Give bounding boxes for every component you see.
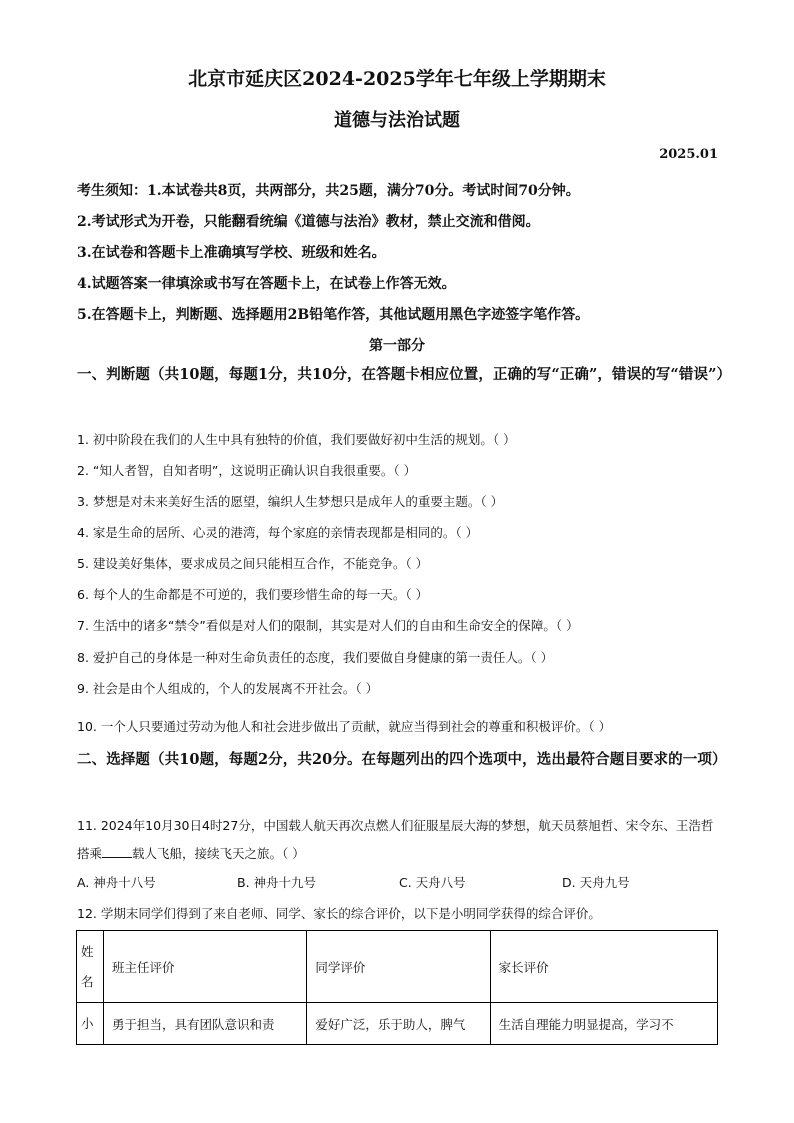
- judge-item-4: 4. 家是生命的居所、心灵的港湾，每个家庭的亲情表现都是相同的。（ ）: [77, 525, 479, 540]
- judge-item-9: 9. 社会是由个人组成的，个人的发展离不开社会。（ ）: [77, 681, 379, 696]
- question-11-stem-after: 载人飞船，接续飞天之旅。（ ）: [132, 846, 305, 861]
- notice-line-1: 考生须知：1.本试卷共8页，共两部分，共25题，满分70分。考试时间70分钟。: [77, 183, 580, 199]
- cell-name: 小: [77, 1003, 104, 1045]
- judge-item-2: 2. “知人者智，自知者明”，这说明正确认识自我很重要。（ ）: [77, 463, 417, 478]
- judge-item-8: 8. 爱护自己的身体是一种对生命负责任的态度，我们要做自身健康的第一责任人。（ ）: [77, 650, 554, 665]
- exam-date: 2025.01: [659, 147, 718, 162]
- section2-heading: 二、选择题（共10题，每题2分，共20分。在每题列出的四个选项中，选出最符合题目要求的一项）: [77, 751, 727, 768]
- evaluation-table: [76, 930, 718, 1045]
- judge-item-7: 7. 生活中的诸多“禁令”看似是对人们的限制，其实是对人们的自由和生命安全的保障。（ ）: [77, 618, 579, 633]
- judge-item-5: 5. 建设美好集体，要求成员之间只能相互合作，不能竞争。（ ）: [77, 556, 429, 571]
- judge-item-6: 6. 每个人的生命都是不可逆的，我们要珍惜生命的每一天。（ ）: [77, 587, 429, 602]
- part-label: 第一部分: [369, 338, 425, 354]
- notice-line-3: 3.在试卷和答题卡上准确填写学校、班级和姓名。: [77, 245, 386, 261]
- section1-heading: 一、判断题（共10题，每题1分，共10分，在答题卡相应位置，正确的写“正确”，错误的写“错误”）: [77, 366, 732, 383]
- table-row: [77, 1003, 718, 1045]
- exam-subtitle: 道德与法治试题: [334, 110, 460, 131]
- answer-blank: [102, 845, 132, 858]
- notice-line-5: 5.在答题卡上，判断题、选择题用2B铅笔作答，其他试题用黑色字迹签字笔作答。: [77, 307, 590, 323]
- header-parent: 家长评价: [490, 931, 717, 1003]
- option-d: D. 天舟九号: [562, 875, 630, 890]
- cell-classmate: 爱好广泛，乐于助人，脾气: [307, 1003, 490, 1045]
- notice-line-4: 4.试题答案一律填涂或书写在答题卡上，在试卷上作答无效。: [77, 276, 456, 292]
- option-b: B. 神舟十九号: [237, 875, 317, 890]
- table-header-row: [77, 931, 718, 1003]
- judge-item-3: 3. 梦想是对未来美好生活的愿望，编织人生梦想只是成年人的重要主题。（ ）: [77, 494, 504, 509]
- header-classmate: 同学评价: [307, 931, 490, 1003]
- question-11-stem-before: 11. 2024年10月30日4时27分，中国载人航天再次点燃人们征服星辰大海的梦想，航天员蔡旭哲、宋令东、王浩哲搭乘: [77, 818, 714, 861]
- notice-line-2: 2.考试形式为开卷，只能翻看统编《道德与法治》教材，禁止交流和借阅。: [77, 214, 540, 230]
- judge-item-10: 10. 一个人只要通过劳动为他人和社会进步做出了贡献，就应当得到社会的尊重和积极评价。（ ）: [77, 719, 612, 734]
- header-teacher: 班主任评价: [104, 931, 307, 1003]
- judge-item-1: 1. 初中阶段在我们的人生中具有独特的价值，我们要做好初中生活的规划。（ ）: [77, 432, 516, 447]
- cell-parent: 生活自理能力明显提高，学习不: [490, 1003, 717, 1045]
- option-c: C. 天舟八号: [399, 875, 466, 890]
- question-11: [77, 812, 717, 868]
- header-name: 姓名: [77, 931, 104, 1003]
- question-12-stem: 12. 学期末同学们得到了来自老师、同学、家长的综合评价，以下是小明同学获得的综合评价。: [77, 906, 601, 921]
- cell-teacher: 勇于担当，具有团队意识和责: [104, 1003, 307, 1045]
- exam-title: 北京市延庆区2024-2025学年七年级上学期期末: [188, 68, 606, 90]
- option-a: A. 神舟十八号: [77, 875, 156, 890]
